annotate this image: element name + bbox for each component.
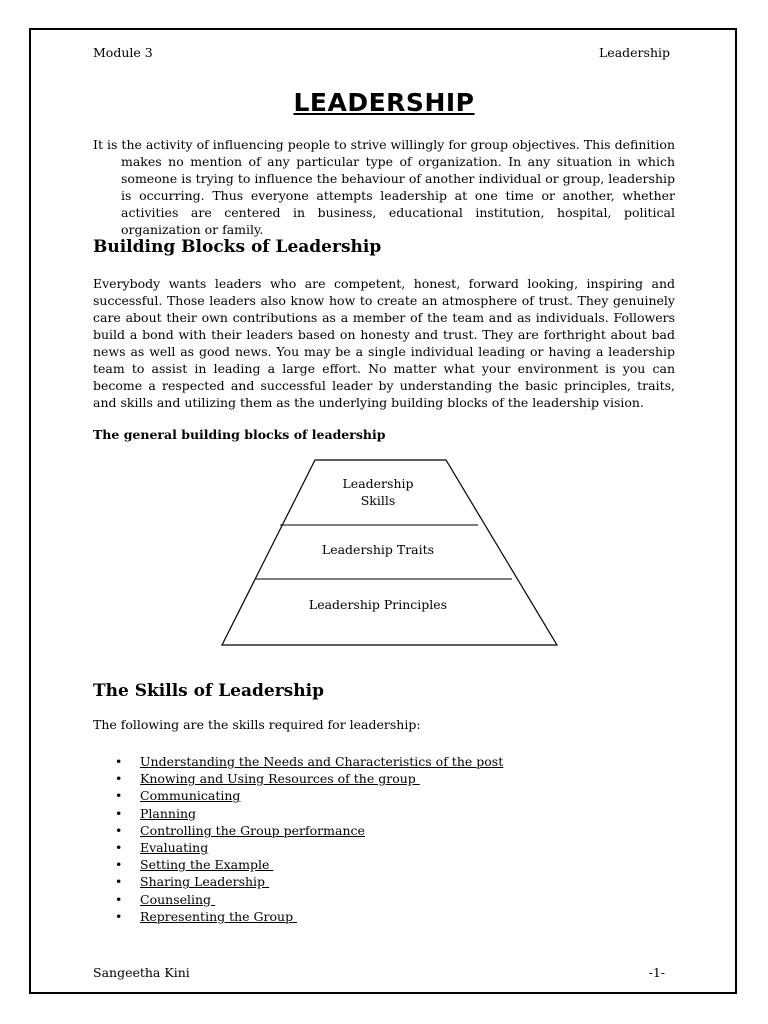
skill-link[interactable]: Controlling the Group performance [140, 822, 365, 838]
bullet: • [115, 840, 123, 856]
list-item [93, 908, 503, 925]
skill-link[interactable]: Counseling [140, 891, 216, 907]
building-blocks-subheading: The general building blocks of leadership [93, 427, 386, 442]
pyramid-top-label-line2: Skills [360, 493, 396, 508]
skill-link[interactable]: Representing the Group [140, 908, 298, 924]
bullet: • [115, 874, 123, 890]
list-item [93, 822, 503, 839]
pyramid-top-label [228, 475, 528, 509]
section-heading-building-blocks: Building Blocks of Leadership [93, 237, 382, 257]
list-item [93, 770, 503, 787]
skill-link[interactable]: Setting the Example [140, 857, 274, 873]
pyramid-middle-label: Leadership Traits [321, 542, 435, 557]
bullet: • [115, 891, 123, 907]
bullet: • [115, 857, 123, 873]
building-blocks-paragraph: Everybody wants leaders who are competent, honest, forward looking, inspiring and successful. Those leaders also know how to create an atmosphere of trust. They genuinely care about their own contributions as a member of the team and as individuals. Followers build a bond with their leaders based on honesty and trust. They are forthright about bad news as well as good news. You may be a single individual leading or having a leadership team to assist in leading a large effort. No matter what your environment is you can become a respected and successful leader by understanding the basic principles, traits, and skills and utilizing them as the underlying building blocks of the leadership vision. [93, 276, 675, 410]
pyramid-bottom-label: Leadership Principles [308, 597, 448, 612]
skill-link[interactable]: Sharing Leadership [140, 874, 270, 890]
bullet: • [115, 908, 123, 924]
skill-link[interactable]: Communicating [140, 788, 241, 804]
skill-link[interactable]: Knowing and Using Resources of the group [140, 771, 420, 787]
page-title: LEADERSHIP [293, 88, 475, 117]
bullet: • [115, 805, 123, 821]
skills-list [93, 753, 503, 925]
list-item [93, 753, 503, 770]
pyramid-top-label-line1: Leadership [342, 476, 414, 491]
list-item [93, 787, 503, 804]
list-item [93, 873, 503, 890]
list-item [93, 805, 503, 822]
footer-page-number: -1- [648, 965, 665, 980]
bullet: • [115, 754, 123, 769]
bullet: • [115, 771, 123, 787]
list-item [93, 891, 503, 908]
list-item [93, 856, 503, 873]
footer-author: Sangeetha Kini [93, 965, 190, 980]
list-item [93, 839, 503, 856]
section-heading-skills: The Skills of Leadership [93, 681, 324, 701]
header-module: Module 3 [93, 45, 153, 60]
intro-paragraph: It is the activity of influencing people to strive willingly for group objectives. This definition makes no mention of any particular type of organization. In any situation in which someone is trying to influence the behaviour of another individual or group, leadership is occurring. Thus everyone attempts leadership at one time or another, whether activities are centered in business, educational institution, hospital, political organization or family. [93, 137, 675, 237]
bullet: • [115, 788, 123, 804]
skill-link[interactable]: Understanding the Needs and Characteristics of the post [140, 754, 504, 769]
bullet: • [115, 822, 123, 838]
header-topic: Leadership [599, 45, 670, 60]
skill-link[interactable]: Evaluating [140, 840, 209, 856]
skills-intro: The following are the skills required for leadership: [93, 717, 421, 732]
skill-link[interactable]: Planning [140, 805, 197, 821]
